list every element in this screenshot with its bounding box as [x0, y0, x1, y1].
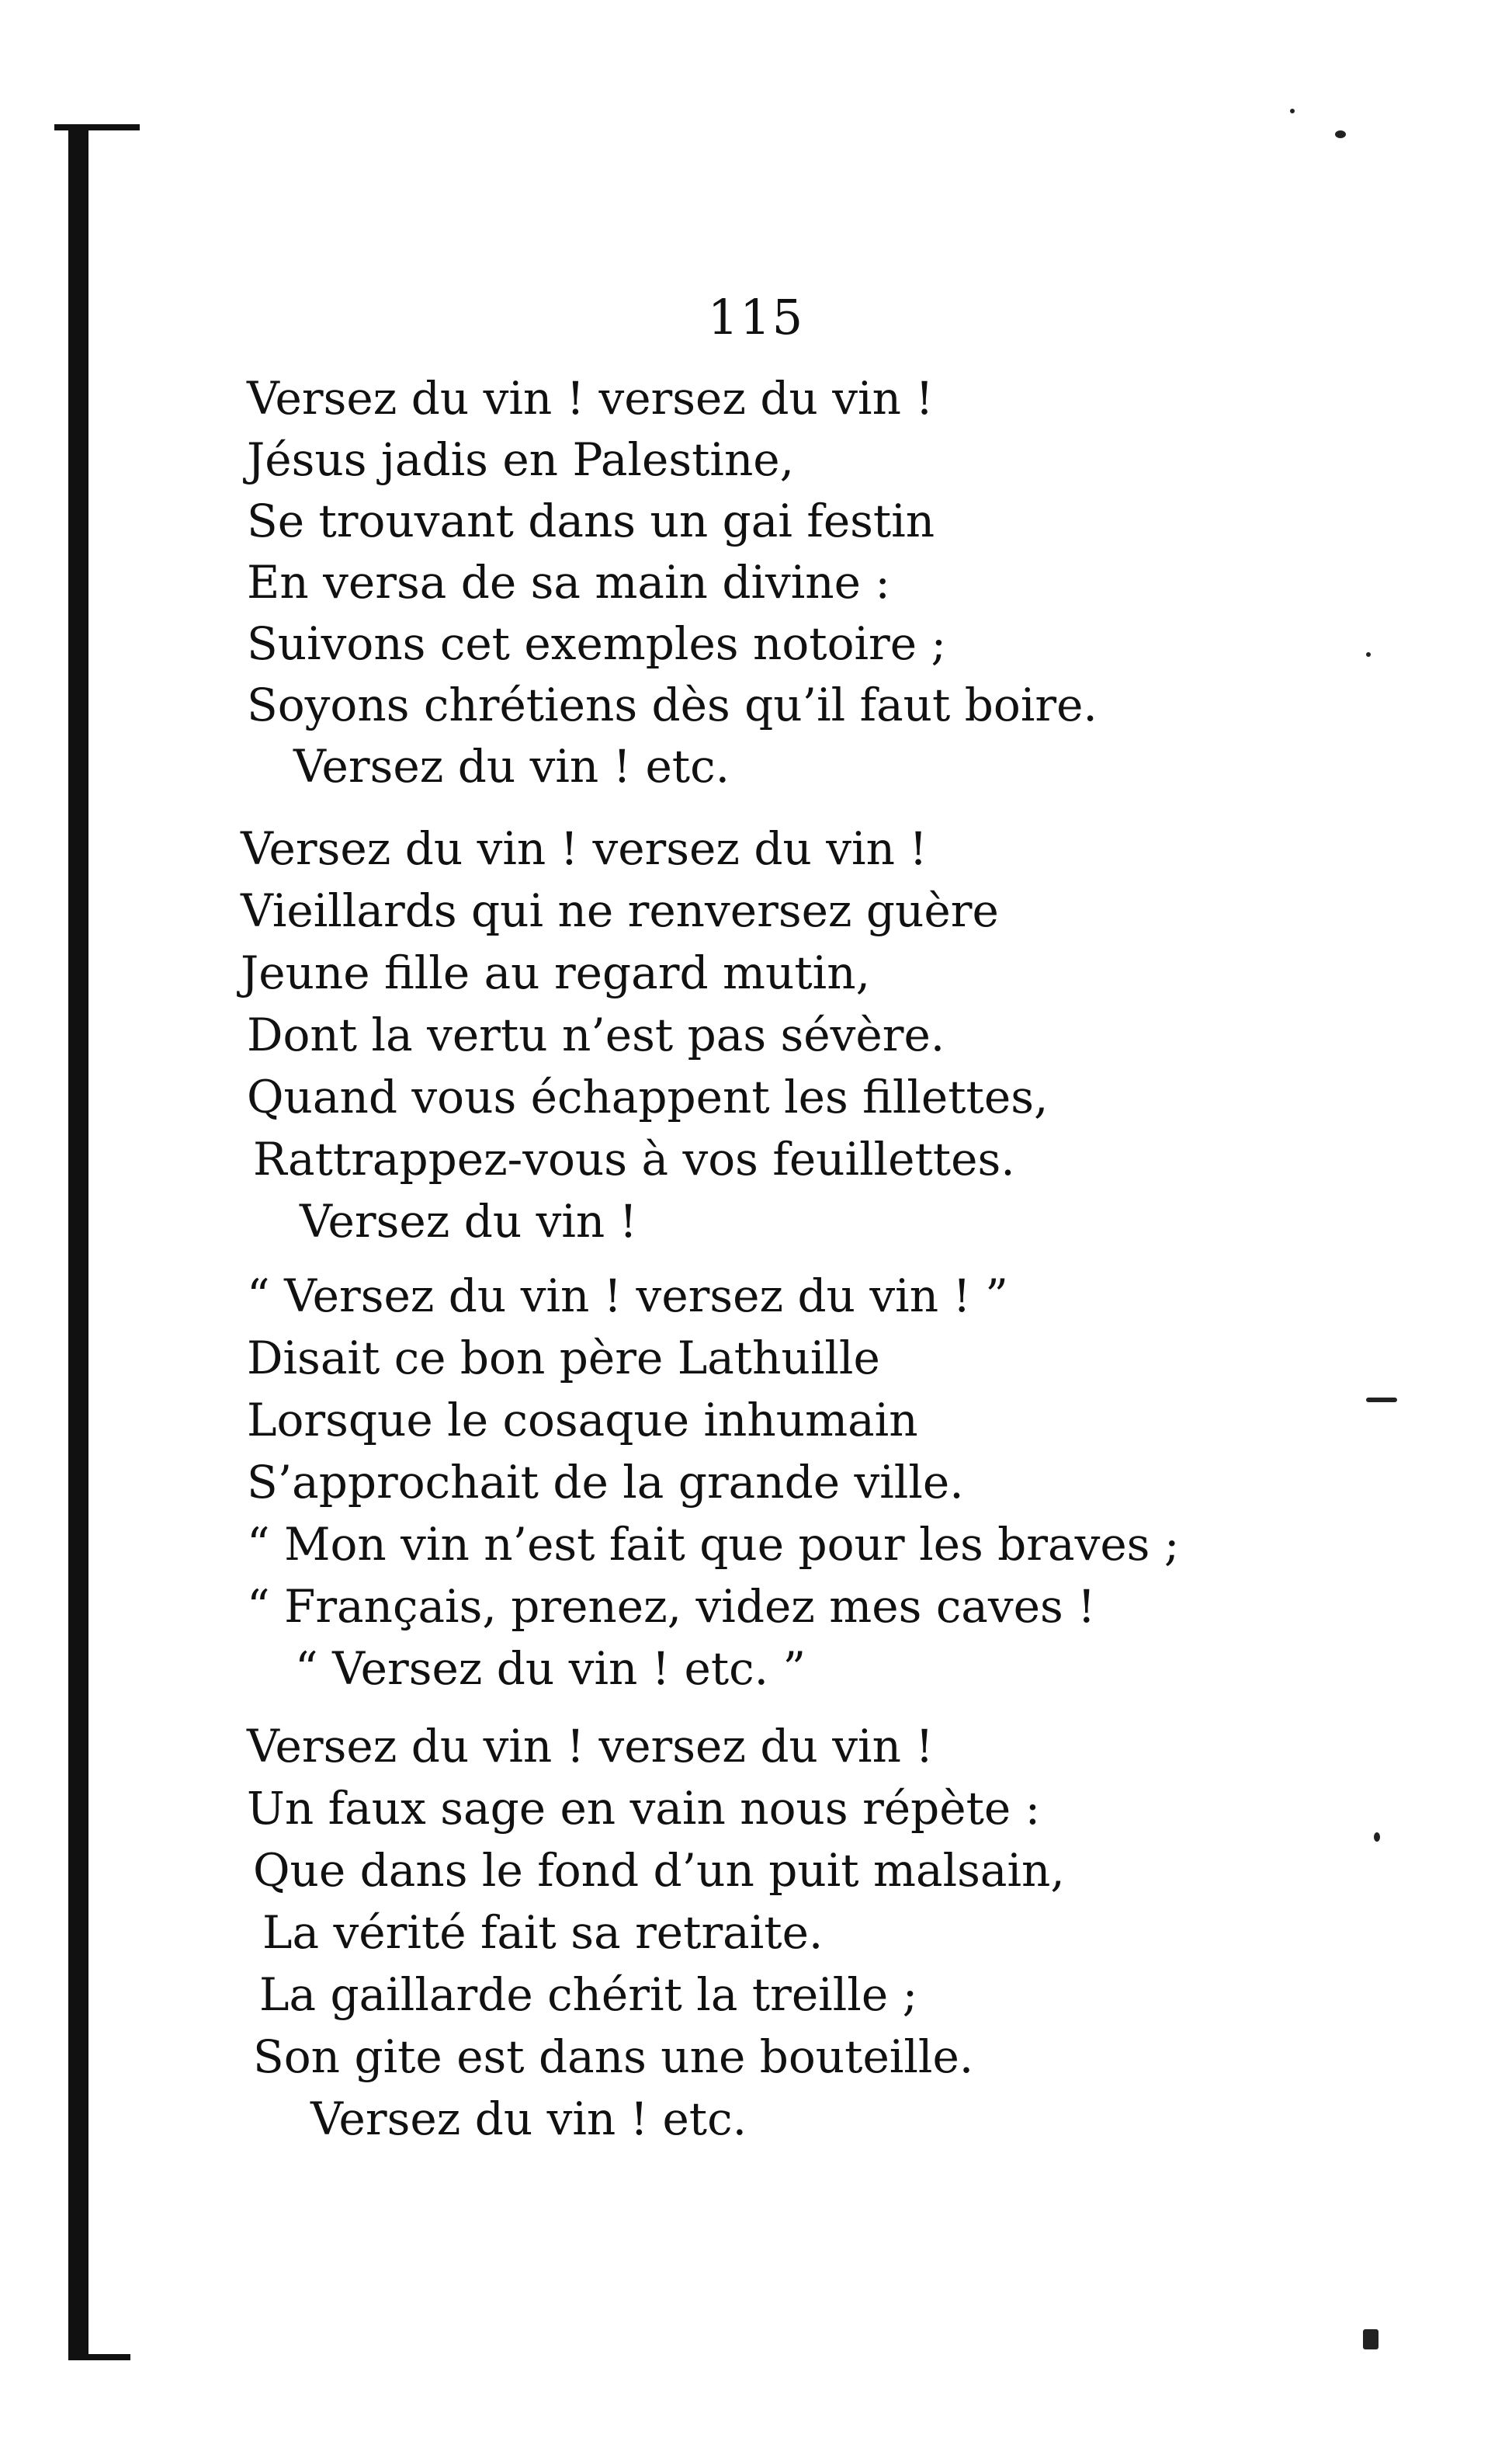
verse-line: Que dans le fond d’un puit malsain, — [253, 1844, 1065, 1897]
verse-line: Suivons cet exemples notoire ; — [247, 617, 947, 670]
verse-line: En versa de sa main divine : — [247, 556, 890, 609]
refrain-line: “ Versez du vin ! etc. ” — [295, 1642, 806, 1695]
scan-speck — [1366, 652, 1371, 657]
page-number: 115 — [707, 289, 805, 346]
scan-speck — [1374, 1832, 1380, 1842]
verse-line: Jésus jadis en Palestine, — [247, 433, 795, 486]
verse-line: Son gite est dans une bouteille. — [253, 2030, 974, 2083]
binding-edge-top — [54, 124, 140, 130]
verse-line: Vieillards qui ne renversez guère — [241, 884, 999, 937]
refrain-line: Versez du vin ! — [300, 1195, 638, 1248]
verse-line: S’approchait de la grande ville. — [247, 1456, 964, 1509]
binding-edge-bottom — [68, 2354, 130, 2360]
verse-line: Jeune fille au regard mutin, — [241, 946, 871, 999]
verse-line: Soyons chrétiens dès qu’il faut boire. — [247, 679, 1098, 731]
refrain-line: Versez du vin ! etc. — [293, 740, 730, 793]
verse-line: “ Français, prenez, videz mes caves ! — [247, 1580, 1096, 1633]
refrain-line: Versez du vin ! etc. — [310, 2092, 747, 2145]
scan-speck — [1335, 130, 1346, 138]
verse-line: Versez du vin ! versez du vin ! — [247, 1720, 934, 1773]
verse-line: Un faux sage en vain nous répète : — [247, 1782, 1041, 1835]
scan-speck — [1366, 1398, 1397, 1402]
verse-line: Lorsque le cosaque inhumain — [247, 1394, 918, 1446]
verse-line: “ Versez du vin ! versez du vin ! ” — [247, 1269, 1008, 1322]
verse-line: Dont la vertu n’est pas sévère. — [247, 1009, 945, 1061]
verse-line: Quand vous échappent les fillettes, — [247, 1071, 1049, 1123]
verse-line: Rattrappez-vous à vos feuillettes. — [253, 1133, 1015, 1186]
verse-line: “ Mon vin n’est fait que pour les braves ; — [247, 1518, 1180, 1571]
verse-line: Disait ce bon père Lathuille — [247, 1332, 880, 1384]
verse-line: Se trouvant dans un gai festin — [247, 495, 935, 547]
verse-line: La vérité fait sa retraite. — [262, 1906, 824, 1959]
verse-line: Versez du vin ! versez du vin ! — [247, 372, 934, 425]
verse-line: Versez du vin ! versez du vin ! — [241, 822, 928, 875]
scan-speck — [1290, 109, 1295, 113]
verse-line: La gaillarde chérit la treille ; — [259, 1968, 918, 2021]
scan-speck — [1363, 2329, 1378, 2349]
binding-edge — [68, 124, 88, 2360]
